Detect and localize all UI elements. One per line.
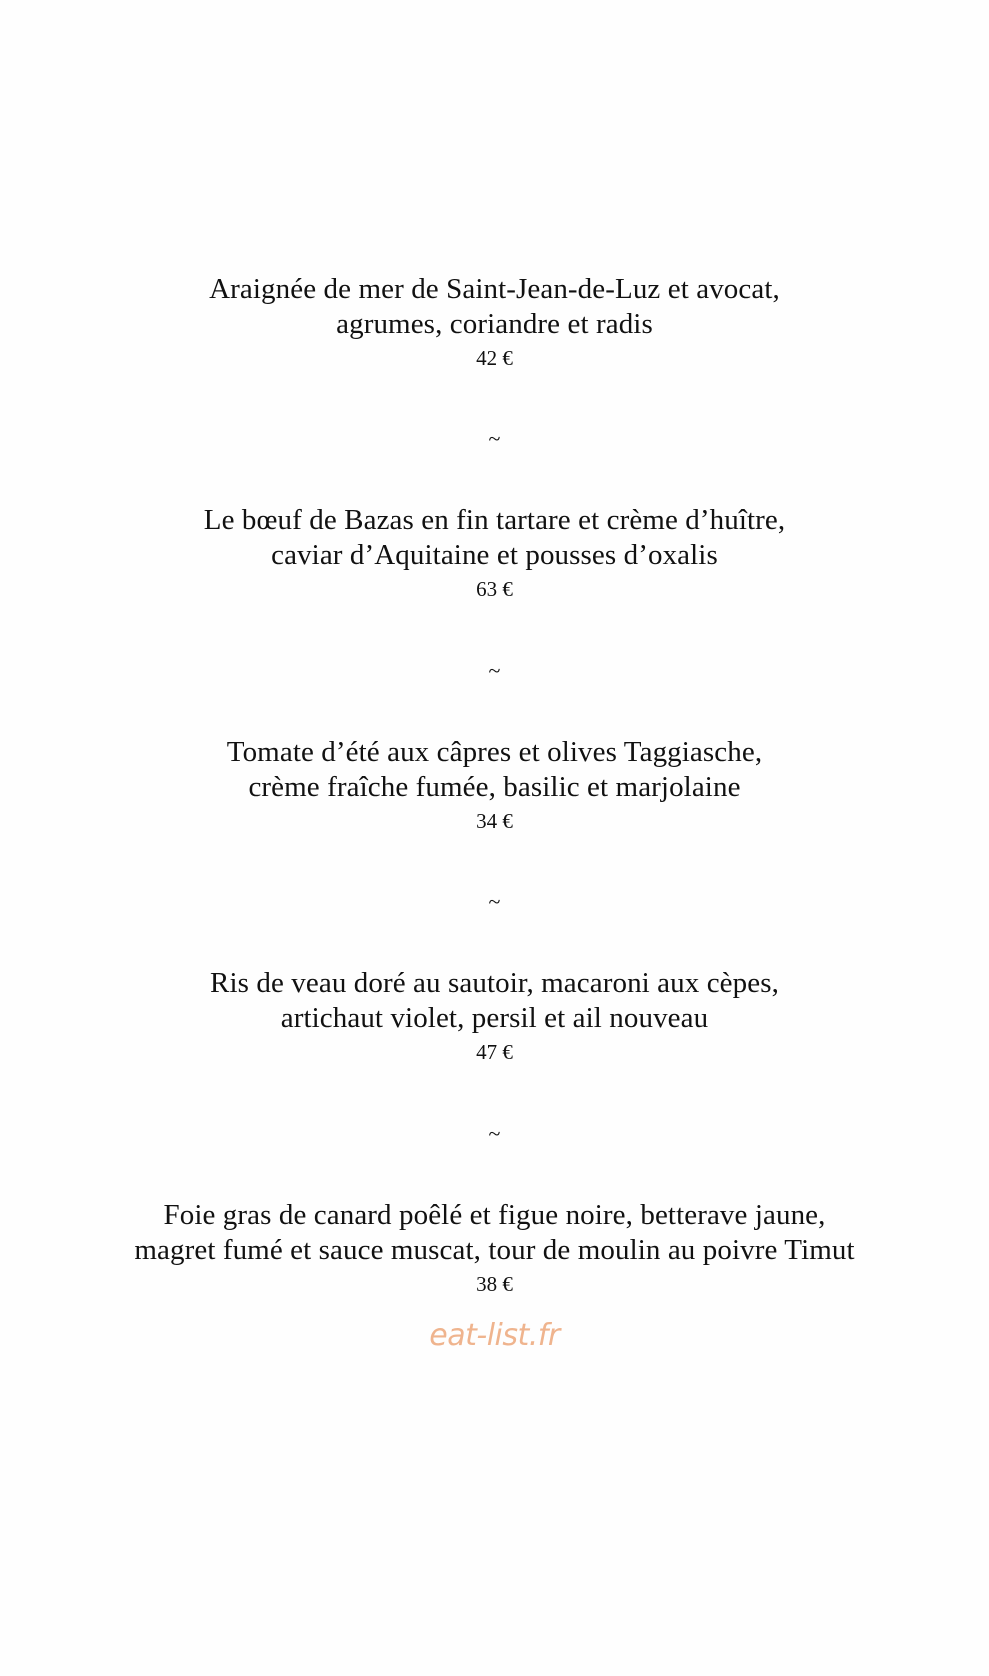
dish-1-price: 42 € — [476, 346, 513, 370]
dish-2-line-2: caviar d’Aquitaine et pousses d’oxalis — [271, 539, 718, 571]
separator-1: ~ — [488, 426, 501, 451]
separator-3: ~ — [488, 889, 501, 914]
dish-3-line-1: Tomate d’été aux câpres et olives Taggiasche, — [226, 736, 763, 768]
dish-4 — [0, 966, 989, 1066]
dish-3 — [0, 735, 989, 835]
dish-5-line-2: magret fumé et sauce muscat, tour de moulin au poivre Timut — [134, 1234, 855, 1266]
dish-3-line-2: crème fraîche fumée, basilic et marjolaine — [248, 771, 741, 803]
dish-2-line-1: Le bœuf de Bazas en fin tartare et crème d’huître, — [203, 504, 786, 536]
dish-4-price: 47 € — [476, 1040, 513, 1064]
dish-2-price: 63 € — [476, 577, 513, 601]
dish-5-line-1: Foie gras de canard poêlé et figue noire, betterave jaune, — [163, 1199, 826, 1231]
watermark-logo: eat-list.fr — [429, 1318, 560, 1353]
dish-1 — [0, 272, 989, 372]
separator-2: ~ — [488, 658, 501, 683]
dish-5-price: 38 € — [476, 1272, 513, 1296]
dish-4-line-2: artichaut violet, persil et ail nouveau — [280, 1002, 709, 1034]
separator-4: ~ — [488, 1121, 501, 1146]
dish-1-line-2: agrumes, coriandre et radis — [336, 308, 653, 340]
dish-1-line-1: Araignée de mer de Saint-Jean-de-Luz et avocat, — [209, 273, 780, 305]
dish-5 — [0, 1198, 989, 1298]
dish-4-line-1: Ris de veau doré au sautoir, macaroni aux cèpes, — [210, 967, 779, 999]
dish-2 — [0, 503, 989, 603]
dish-3-price: 34 € — [476, 809, 513, 833]
